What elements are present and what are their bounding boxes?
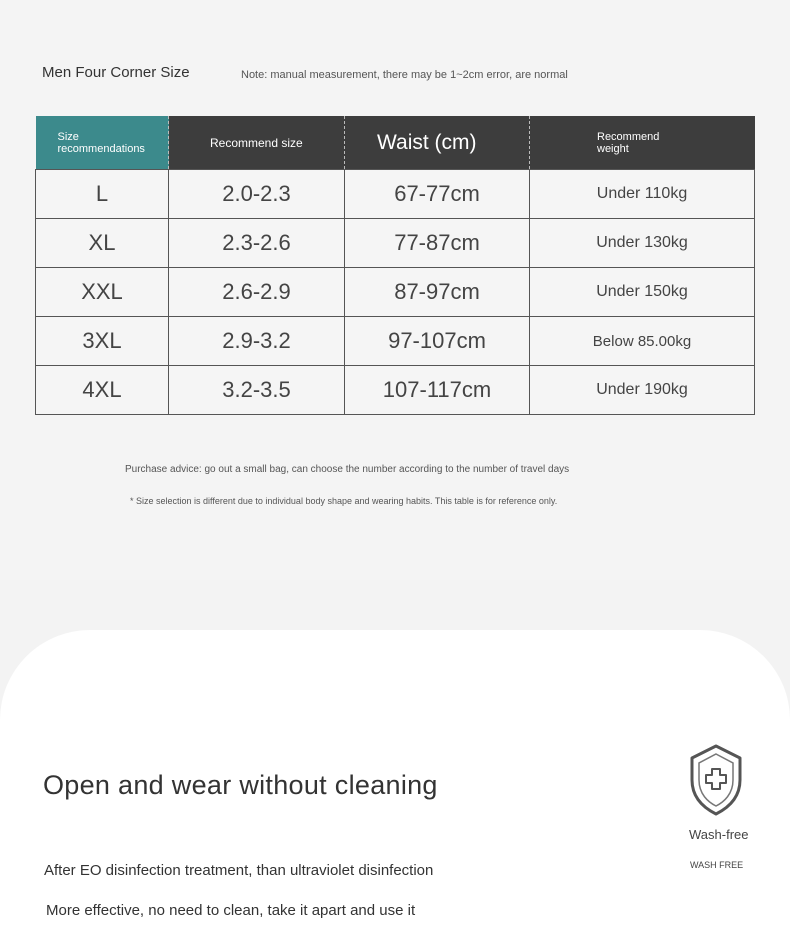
recommend-cell: 2.9-3.2 bbox=[169, 317, 345, 366]
feature-headline: Open and wear without cleaning bbox=[43, 770, 438, 800]
purchase-advice: Purchase advice: go out a small bag, can choose the number according to the number of travel days bbox=[125, 464, 570, 475]
table-row bbox=[36, 317, 755, 366]
size-cell: 3XL bbox=[36, 317, 169, 366]
size-cell: L bbox=[36, 170, 169, 219]
waist-cell: 77-87cm bbox=[345, 219, 530, 268]
recommend-cell: 2.0-2.3 bbox=[169, 170, 345, 219]
table-row bbox=[36, 268, 755, 317]
table-row bbox=[36, 170, 755, 219]
weight-cell: Below 85.00kg bbox=[530, 317, 755, 366]
size-cell: 4XL bbox=[36, 366, 169, 415]
shield-cross-icon bbox=[688, 744, 744, 816]
table-row bbox=[36, 219, 755, 268]
size-cell: XL bbox=[36, 219, 169, 268]
waist-cell: 87-97cm bbox=[345, 268, 530, 317]
wash-free-label: Wash-free bbox=[689, 827, 749, 842]
chart-title: Men Four Corner Size bbox=[42, 64, 190, 81]
size-disclaimer: * Size selection is different due to individual body shape and wearing habits. This table is for reference only. bbox=[130, 496, 558, 506]
wash-free-sublabel: WASH FREE bbox=[690, 860, 744, 870]
feature-description-line2: More effective, no need to clean, take it apart and use it bbox=[46, 902, 416, 919]
header-size-recommendations: Size recommendations bbox=[36, 116, 169, 170]
measurement-note: Note: manual measurement, there may be 1~2cm error, are normal bbox=[241, 69, 568, 81]
header-recommend-size: Recommend size bbox=[169, 116, 345, 170]
size-cell: XXL bbox=[36, 268, 169, 317]
recommend-cell: 2.3-2.6 bbox=[169, 219, 345, 268]
waist-cell: 67-77cm bbox=[345, 170, 530, 219]
size-table bbox=[35, 116, 755, 415]
table-header-row bbox=[36, 116, 755, 170]
weight-cell: Under 190kg bbox=[530, 366, 755, 415]
feature-description-line1: After EO disinfection treatment, than ultraviolet disinfection bbox=[44, 862, 434, 879]
recommend-cell: 2.6-2.9 bbox=[169, 268, 345, 317]
header-waist: Waist (cm) bbox=[345, 116, 530, 170]
weight-cell: Under 110kg bbox=[530, 170, 755, 219]
table-row bbox=[36, 366, 755, 415]
weight-cell: Under 130kg bbox=[530, 219, 755, 268]
waist-cell: 97-107cm bbox=[345, 317, 530, 366]
waist-cell: 107-117cm bbox=[345, 366, 530, 415]
header-recommend-weight: Recommend weight bbox=[530, 116, 755, 170]
recommend-cell: 3.2-3.5 bbox=[169, 366, 345, 415]
weight-cell: Under 150kg bbox=[530, 268, 755, 317]
